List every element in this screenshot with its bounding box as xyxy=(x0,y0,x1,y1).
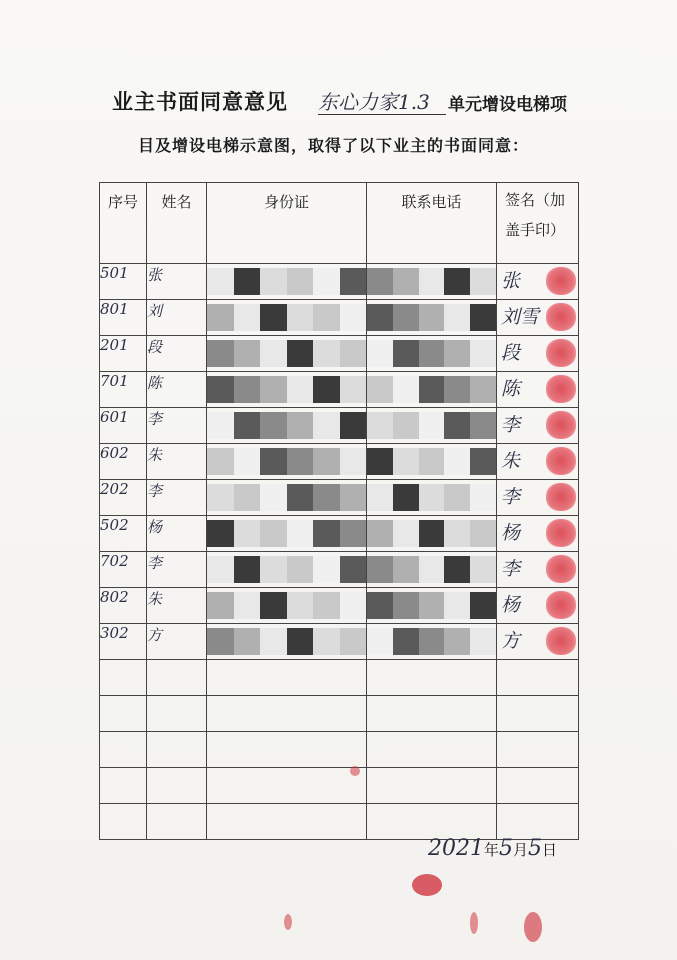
table-row xyxy=(100,624,579,660)
signature-cell xyxy=(497,264,579,300)
signature-cell xyxy=(497,444,579,480)
phone-redacted xyxy=(367,588,497,624)
ink-stain xyxy=(470,912,478,934)
phone-redacted xyxy=(367,624,497,660)
empty-cell xyxy=(100,804,147,840)
signature-cell xyxy=(497,408,579,444)
date-month: 5 xyxy=(499,836,514,861)
phone-redacted xyxy=(367,300,497,336)
date-day-unit: 日 xyxy=(542,841,558,859)
redaction-blur xyxy=(367,376,496,403)
table-row xyxy=(100,516,579,552)
id-number-redacted xyxy=(207,588,367,624)
empty-table-row xyxy=(100,696,579,732)
empty-cell xyxy=(497,804,579,840)
owner-signature: 李 xyxy=(501,486,521,508)
owner-signature: 刘雪 xyxy=(501,306,540,328)
empty-cell xyxy=(497,768,579,804)
owner-name: 朱 xyxy=(147,444,207,480)
redaction-blur xyxy=(207,484,366,511)
fingerprint-seal xyxy=(546,375,576,403)
owner-name: 李 xyxy=(147,552,207,588)
empty-table-row xyxy=(100,804,579,840)
date-year: 2021 xyxy=(428,836,484,861)
empty-cell xyxy=(367,660,497,696)
id-number-redacted xyxy=(207,480,367,516)
empty-cell xyxy=(207,660,367,696)
phone-redacted xyxy=(367,552,497,588)
redaction-blur xyxy=(207,628,366,655)
unit-number: 202 xyxy=(100,480,147,516)
empty-cell xyxy=(147,732,207,768)
table-header-row xyxy=(100,183,579,264)
redaction-blur xyxy=(207,376,366,403)
signature-cell xyxy=(497,300,579,336)
redaction-blur xyxy=(207,268,366,295)
owner-name: 朱 xyxy=(147,588,207,624)
fingerprint-seal xyxy=(546,411,576,439)
empty-cell xyxy=(367,696,497,732)
id-number-redacted xyxy=(207,408,367,444)
owner-signature: 李 xyxy=(501,414,521,436)
empty-cell xyxy=(207,732,367,768)
owner-signature: 杨 xyxy=(501,594,521,616)
fingerprint-seal xyxy=(546,555,576,583)
empty-cell xyxy=(367,804,497,840)
empty-table-row xyxy=(100,732,579,768)
fingerprint-seal xyxy=(546,339,576,367)
id-number-redacted xyxy=(207,444,367,480)
id-number-redacted xyxy=(207,516,367,552)
phone-redacted xyxy=(367,408,497,444)
owner-signature: 段 xyxy=(501,342,521,364)
owner-signature: 杨 xyxy=(501,522,521,544)
signature-cell xyxy=(497,588,579,624)
id-number-redacted xyxy=(207,552,367,588)
fingerprint-seal xyxy=(546,483,576,511)
table-row xyxy=(100,300,579,336)
owner-name: 李 xyxy=(147,408,207,444)
redaction-blur xyxy=(367,448,496,475)
unit-number: 501 xyxy=(100,264,147,300)
redaction-blur xyxy=(367,628,496,655)
owner-signature: 朱 xyxy=(501,450,521,472)
phone-redacted xyxy=(367,372,497,408)
empty-table-row xyxy=(100,660,579,696)
redaction-blur xyxy=(367,556,496,583)
unit-number: 502 xyxy=(100,516,147,552)
table-row xyxy=(100,444,579,480)
owner-name: 刘 xyxy=(147,300,207,336)
phone-redacted xyxy=(367,480,497,516)
empty-cell xyxy=(147,696,207,732)
signature-cell xyxy=(497,480,579,516)
redaction-blur xyxy=(367,304,496,331)
col-header-name: 姓名 xyxy=(147,183,207,264)
col-header-id: 身份证 xyxy=(207,183,367,264)
empty-cell xyxy=(207,768,367,804)
redaction-blur xyxy=(207,304,366,331)
signature-cell xyxy=(497,372,579,408)
signature-cell xyxy=(497,624,579,660)
empty-cell xyxy=(497,696,579,732)
fingerprint-seal xyxy=(546,303,576,331)
owner-name: 方 xyxy=(147,624,207,660)
phone-redacted xyxy=(367,516,497,552)
redaction-blur xyxy=(207,340,366,367)
empty-cell xyxy=(147,660,207,696)
owner-signature: 张 xyxy=(501,270,521,292)
title-handwritten-field xyxy=(318,86,446,115)
id-number-redacted xyxy=(207,336,367,372)
empty-cell xyxy=(497,732,579,768)
ink-stain xyxy=(350,766,360,776)
unit-number: 801 xyxy=(100,300,147,336)
table-row xyxy=(100,372,579,408)
empty-cell xyxy=(100,732,147,768)
redaction-blur xyxy=(207,448,366,475)
fingerprint-seal xyxy=(546,267,576,295)
empty-cell xyxy=(497,660,579,696)
unit-number: 201 xyxy=(100,336,147,372)
table-row xyxy=(100,408,579,444)
phone-redacted xyxy=(367,444,497,480)
id-number-redacted xyxy=(207,624,367,660)
fingerprint-seal xyxy=(546,627,576,655)
phone-redacted xyxy=(367,264,497,300)
fingerprint-seal xyxy=(546,447,576,475)
empty-cell xyxy=(147,804,207,840)
empty-cell xyxy=(100,660,147,696)
signature-cell xyxy=(497,516,579,552)
ink-stain xyxy=(524,912,542,942)
owner-signature: 方 xyxy=(501,630,521,652)
empty-cell xyxy=(367,732,497,768)
redaction-blur xyxy=(207,412,366,439)
empty-cell xyxy=(367,768,497,804)
redaction-blur xyxy=(367,412,496,439)
owner-name: 段 xyxy=(147,336,207,372)
redaction-blur xyxy=(367,592,496,619)
title-line2: 目及增设电梯示意图，取得了以下业主的书面同意： xyxy=(138,136,530,155)
date-day: 5 xyxy=(528,836,543,861)
signature-cell xyxy=(497,552,579,588)
owner-signature: 陈 xyxy=(501,378,521,400)
owner-name: 杨 xyxy=(147,516,207,552)
redaction-blur xyxy=(367,340,496,367)
empty-table-row xyxy=(100,768,579,804)
title-handwritten: 东心力家1.3 xyxy=(318,90,430,114)
table-row xyxy=(100,264,579,300)
table-row xyxy=(100,588,579,624)
ink-stain xyxy=(284,914,292,930)
id-number-redacted xyxy=(207,300,367,336)
empty-cell xyxy=(147,768,207,804)
unit-number: 702 xyxy=(100,552,147,588)
col-header-phone: 联系电话 xyxy=(367,183,497,264)
fingerprint-seal xyxy=(546,591,576,619)
empty-cell xyxy=(207,696,367,732)
empty-cell xyxy=(100,768,147,804)
title-prefix: 业主书面同意意见 xyxy=(112,90,288,114)
ink-stain xyxy=(412,874,442,896)
fingerprint-seal xyxy=(546,519,576,547)
redaction-blur xyxy=(207,520,366,547)
col-header-number: 序号 xyxy=(100,183,147,264)
table-row xyxy=(100,480,579,516)
phone-redacted xyxy=(367,336,497,372)
redaction-blur xyxy=(367,268,496,295)
id-number-redacted xyxy=(207,264,367,300)
signature-cell xyxy=(497,336,579,372)
table-row xyxy=(100,552,579,588)
date-year-unit: 年 xyxy=(484,841,500,859)
title-suffix: 单元增设电梯项 xyxy=(448,95,567,115)
owner-signature: 李 xyxy=(501,558,521,580)
unit-number: 302 xyxy=(100,624,147,660)
id-number-redacted xyxy=(207,372,367,408)
owner-name: 陈 xyxy=(147,372,207,408)
unit-number: 601 xyxy=(100,408,147,444)
redaction-blur xyxy=(367,484,496,511)
unit-number: 701 xyxy=(100,372,147,408)
date-month-unit: 月 xyxy=(513,841,529,859)
signing-date xyxy=(428,836,557,861)
redaction-blur xyxy=(207,592,366,619)
empty-cell xyxy=(100,696,147,732)
col-header-signature: 签名（加盖手印） xyxy=(497,183,579,264)
unit-number: 802 xyxy=(100,588,147,624)
owner-name: 李 xyxy=(147,480,207,516)
owner-name: 张 xyxy=(147,264,207,300)
table-row xyxy=(100,336,579,372)
owner-consent-table xyxy=(99,182,579,840)
redaction-blur xyxy=(367,520,496,547)
redaction-blur xyxy=(207,556,366,583)
empty-cell xyxy=(207,804,367,840)
unit-number: 602 xyxy=(100,444,147,480)
